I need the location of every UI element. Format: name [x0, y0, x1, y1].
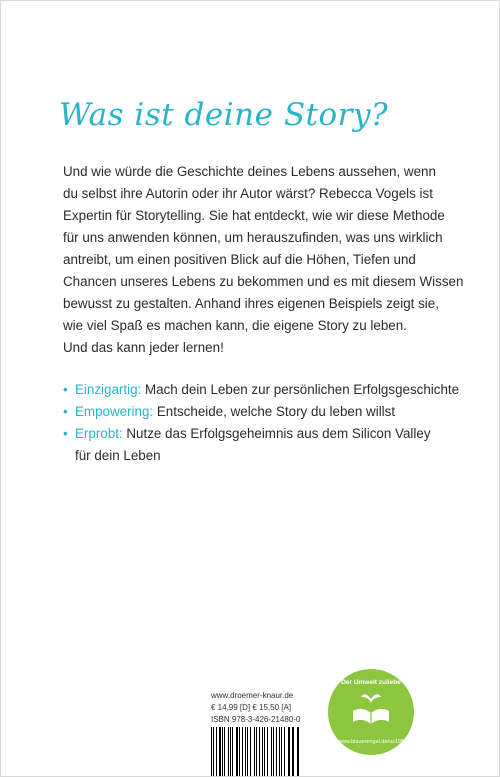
badge-bottom-text: www.blauerengel.de/uz195 — [337, 739, 405, 745]
barcode-bar — [250, 727, 252, 777]
barcode-bar — [228, 727, 229, 777]
blurb-line: Chancen unseres Lebens zu bekommen und es mit diesem Wissen — [63, 274, 464, 289]
blurb-line: Expertin für Storytelling. Sie hat entdeckt, wie wir diese Methode — [63, 208, 445, 223]
barcode-bar — [267, 727, 268, 777]
feature-text-continued: für dein Leben — [75, 448, 161, 463]
bullet-dot-icon: • — [63, 404, 68, 419]
blurb-line: antreibt, um einen positiven Blick auf die Höhen, Tiefen und — [63, 252, 416, 267]
badge-top-text: Der Umwelt zuliebe — [341, 679, 401, 686]
feature-list — [63, 379, 473, 467]
feature-text: Nutze das Erfolgsgeheimnis aus dem Silicon Valley — [122, 426, 431, 441]
barcode-bar — [247, 727, 248, 777]
bullet-dot-icon: • — [63, 382, 68, 397]
feature-item — [63, 423, 473, 467]
publisher-url: www.droemer-knaur.de — [211, 691, 294, 700]
blurb-line: du selbst ihre Autorin oder ihr Autor wärst? Rebecca Vogels ist — [63, 186, 433, 201]
barcode-bar — [271, 727, 273, 777]
publisher-info — [211, 690, 300, 726]
barcode-bar — [230, 727, 231, 777]
feature-text: Entscheide, welche Story du leben willst — [153, 404, 396, 419]
blurb-line: wie viel Spaß es machen kann, die eigene Story zu leben. — [63, 318, 407, 333]
barcode-bar — [216, 727, 217, 777]
barcode-bar — [213, 727, 214, 777]
headline: Was ist deine Story? — [59, 97, 389, 133]
barcode-bar — [279, 727, 280, 777]
barcode-bar — [232, 727, 233, 777]
isbn: ISBN 978-3-426-21480-0 — [211, 715, 301, 724]
barcode-bar — [236, 727, 238, 777]
feature-item — [63, 379, 473, 401]
barcode-bar — [254, 727, 255, 777]
barcode-bar — [276, 727, 277, 777]
barcode-bar — [242, 727, 243, 777]
barcode-bar — [284, 727, 285, 777]
barcode-bar — [297, 727, 298, 777]
barcode-bar — [298, 727, 299, 777]
barcode-bar — [281, 727, 282, 777]
barcode-bar — [224, 727, 225, 777]
blurb-line: Und das kann jeder lernen! — [63, 340, 224, 355]
blurb-line: für uns anwenden können, um herauszufinden, was uns wirklich — [63, 230, 443, 245]
feature-lead: Empowering: — [75, 404, 154, 419]
price: € 14,99 [D] € 15,50 [A] — [211, 703, 292, 712]
barcode-bar — [292, 727, 294, 777]
barcode-bar — [256, 727, 257, 777]
barcode-bar — [222, 727, 223, 777]
feature-item — [63, 401, 473, 423]
barcode — [211, 727, 301, 777]
barcode-bar — [259, 727, 260, 777]
barcode-bar — [264, 727, 265, 777]
barcode-bar — [288, 727, 289, 777]
open-book-icon — [349, 689, 393, 729]
blurb-line: Und wie würde die Geschichte deines Lebens aussehen, wenn — [63, 164, 436, 179]
feature-lead: Erprobt: — [75, 426, 123, 441]
barcode-bar — [239, 727, 240, 777]
barcode-bar — [211, 727, 212, 777]
barcode-bar — [273, 727, 274, 777]
feature-text: Mach dein Leben zur persönlichen Erfolgsgeschichte — [141, 382, 460, 397]
blurb-text — [63, 161, 463, 359]
eco-label-badge — [328, 669, 414, 755]
bullet-dot-icon: • — [63, 426, 68, 441]
barcode-bar — [262, 727, 263, 777]
barcode-bar — [245, 727, 246, 777]
blurb-line: bewusst zu gestalten. Anhand ihres eigenen Beispiels zeigt sie, — [63, 296, 439, 311]
barcode-bar — [219, 727, 221, 777]
barcode-bar — [289, 727, 290, 777]
feature-lead: Einzigartig: — [75, 382, 142, 397]
